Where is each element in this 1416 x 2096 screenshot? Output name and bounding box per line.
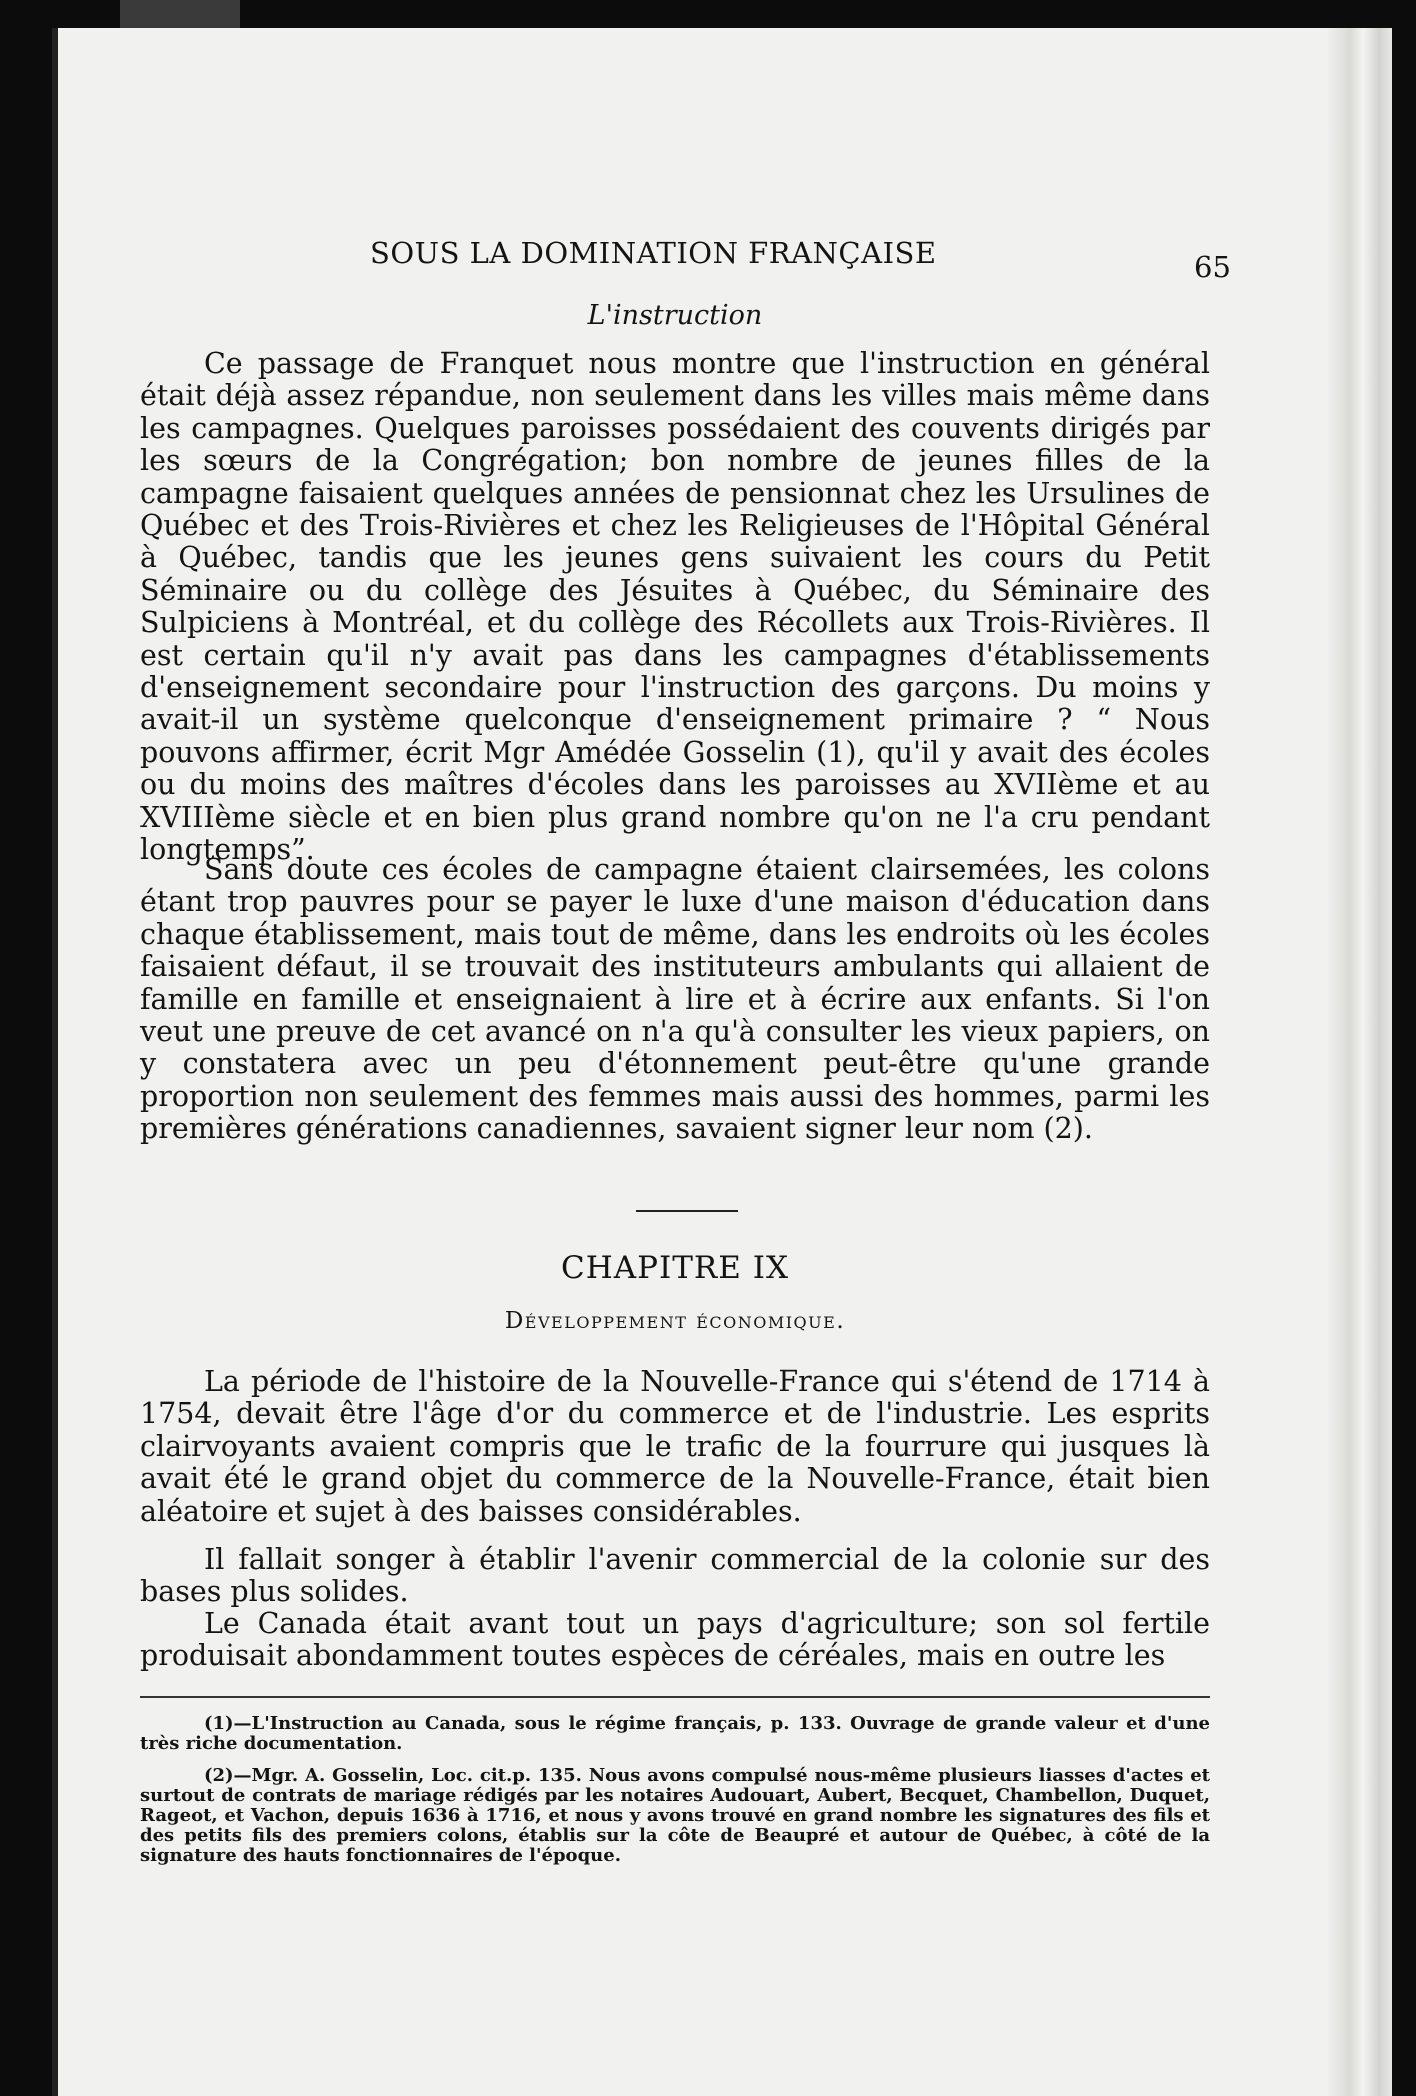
paragraph-4: Il fallait songer à établir l'avenir commercial de la colonie sur des bases plus solides. xyxy=(140,1543,1210,1609)
page-number: 65 xyxy=(1194,250,1231,284)
section-divider xyxy=(636,1210,738,1212)
running-head: SOUS LA DOMINATION FRANÇAISE xyxy=(370,236,937,270)
paragraph-3: La période de l'histoire de la Nouvelle-France qui s'étend de 1714 à 1754, devait être l'âge d'or du commerce et de l'industrie. Les esprits clairvoyants avaient compris que le trafic de la fourrure qui jusques là avait été le grand objet du commerce de la Nouvelle-France, était bien aléatoire et sujet à des baisses considérables. xyxy=(140,1365,1210,1528)
footnote-1: (1)—L'Instruction au Canada, sous le régime français, p. 133. Ouvrage de grande valeur et d'une très riche documentation. xyxy=(140,1713,1210,1754)
book-page xyxy=(52,28,1392,2096)
paragraph-2: Sans doute ces écoles de campagne étaient clairsemées, les colons étant trop pauvres pour se payer le luxe d'une maison d'éducation dans chaque établissement, mais tout de même, dans les endroits où les écoles faisaient défaut, il se trouvait des instituteurs ambulants qui allaient de famille en famille et enseignaient à lire et à écrire aux enfants. Si l'on veut une preuve de cet avancé on n'a qu'à consulter les vieux papiers, on y constatera avec un peu d'étonnement peut-être qu'une grande proportion non seulement des femmes mais aussi des hommes, parmi les premières générations canadiennes, savaient signer leur nom (2). xyxy=(140,853,1210,1146)
footnote-divider xyxy=(140,1696,1210,1698)
chapter-title: CHAPITRE IX xyxy=(560,1250,790,1286)
section-title: L'instruction xyxy=(587,300,763,331)
paragraph-1: Ce passage de Franquet nous montre que l'instruction en général était déjà assez répandue, non seulement dans les villes mais même dans les campagnes. Quelques paroisses possédaient des couvents dirigés par les sœurs de la Congrégation; bon nombre de jeunes filles de la campagne faisaient quelques années de pensionnat chez les Ursulines de Québec et des Trois-Rivières et chez les Religieuses de l'Hôpital Général à Québec, tandis que les jeunes gens suivaient les cours du Petit Séminaire ou du collège des Jésuites à Québec, du Séminaire des Sulpiciens à Montréal, et du collège des Récollets aux Trois-Rivières. Il est certain qu'il n'y avait pas dans les campagnes d'établissements d'enseignement secondaire pour l'instruction des garçons. Du moins y avait-il un système quelconque d'enseignement primaire ? “ Nous pouvons affirmer, écrit Mgr Amédée Gosselin (1), qu'il y avait des écoles ou du moins des maîtres d'écoles dans les paroisses au XVIIème et au XVIIIème siècle et en bien plus grand nombre qu'on ne l'a cru pendant longtemps”. xyxy=(140,347,1210,867)
chapter-subtitle: Développement économique. xyxy=(504,1308,846,1334)
binding-gutter xyxy=(52,28,58,2096)
paragraph-5: Le Canada était avant tout un pays d'agriculture; son sol fertile produisait abondamment toutes espèces de céréales, mais en outre les xyxy=(140,1607,1210,1673)
footnote-2: (2)—Mgr. A. Gosselin, Loc. cit.p. 135. Nous avons compulsé nous-même plusieurs liasses d'actes et surtout de contrats de mariage rédigés par les notaires Audouart, Aubert, Becquet, Chambellon, Duquet, Rageot, et Vachon, depuis 1636 à 1716, et nous y avons trouvé en grand nombre les signatures des fils et des petits fils des premiers colons, établis sur la côte de Beaupré et autour de Québec, à côté de la signature des hauts fonctionnaires de l'époque. xyxy=(140,1765,1210,1866)
scan-top-bar xyxy=(120,0,240,28)
page-edge xyxy=(1328,28,1392,2096)
